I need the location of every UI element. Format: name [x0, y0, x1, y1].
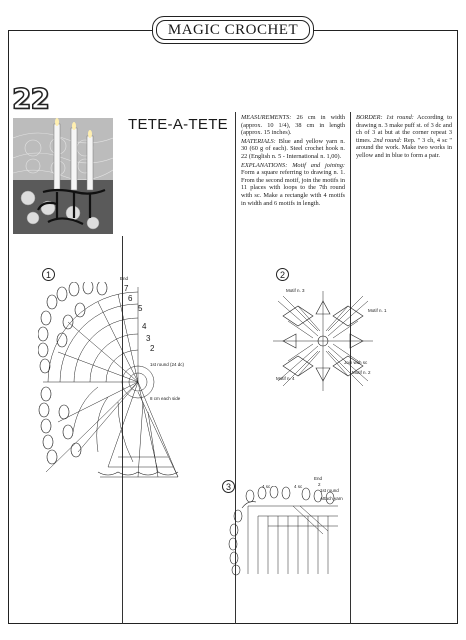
diagram-1-round-1-label: 1st round (24 dc) — [150, 362, 185, 367]
diagram-1-end-label: End — [120, 276, 129, 281]
diagram-1-chart — [38, 282, 188, 482]
diagram-2-motif-1-label: Motif n. 1 — [368, 308, 387, 313]
diagram-2-motif-3-label: Motif n. 3 — [286, 288, 305, 293]
explanations-text: Form a square referring to drawing n. 1. From the second motif, join the motifs in 11 places with loops to the 7th round with sc. Make a rectangle with 4 motifs in width and 6 motifs in length. — [241, 169, 345, 207]
diagram-3-number: 3 — [222, 480, 235, 493]
materials-text: Blue and yellow yarn n. 30 (60 g of each). Steel crochet hook n. 22 (English n. 5 - International n. 1,00). — [241, 137, 345, 160]
header-banner — [152, 16, 314, 44]
diagram-3-round-1-label: 1st round — [320, 488, 339, 493]
round2-label: 2nd round: — [373, 136, 402, 144]
materials-paragraph — [241, 138, 345, 161]
border-label: BORDER: — [356, 114, 383, 121]
diagram-2-motif-2-label: Motif n. 2 — [352, 370, 371, 375]
diagram-1-round-7: 7 — [124, 284, 129, 293]
diagram-1-round-3: 3 — [146, 334, 151, 343]
explanations-paragraph — [241, 162, 345, 208]
diagram-1-round-5: 5 — [138, 304, 143, 313]
diagram-1-side-label: 8 cm each side — [150, 396, 181, 401]
round2-text: Rep. " 3 ch, 4 sc " around the work. Make two works in yellow and in blue to form a pair. — [356, 136, 452, 159]
measurements-text: 26 cm in width (approx. 10 1/4), 38 cm in length (approx. 15 inches). — [241, 114, 345, 137]
project-photo — [13, 118, 113, 234]
measurements-label: MEASUREMENTS: — [241, 114, 292, 121]
diagram-3-round-2: 2 — [318, 482, 321, 487]
diagram-1-round-4: 4 — [142, 322, 147, 331]
header-title: MAGIC CROCHET — [167, 21, 299, 38]
instructions-column-2 — [356, 114, 452, 161]
diagram-3-sc-label-right: 4 sc — [294, 484, 303, 489]
explanations-label: EXPLANATIONS: — [241, 161, 288, 169]
photo-illustration — [13, 118, 113, 234]
page-number: 22 — [12, 82, 49, 115]
border-paragraph — [356, 114, 452, 160]
diagram-3-attach-label: Attach yarn — [320, 496, 343, 501]
measurements-paragraph — [241, 114, 345, 137]
diagram-1-round-6: 6 — [128, 294, 133, 303]
explanations-sublabel: Motif and joining: — [292, 161, 345, 169]
project-title: TETE-A-TETE — [128, 116, 228, 133]
round1-text: According to drawing n. 3 make puff st. of 3 dc and ch of 3 at but at the corner repeat 3 times. — [356, 114, 452, 144]
diagram-3-sc-label-left: 4 sc — [262, 484, 271, 489]
diagram-1-number: 1 — [42, 268, 55, 281]
round1-label: 1st round: — [386, 114, 414, 121]
instructions-column-1 — [241, 114, 345, 208]
diagram-2-motif-4-label: Motif n. 4 — [276, 376, 295, 381]
materials-label: MATERIALS: — [241, 137, 276, 145]
diagram-1-round-2: 2 — [150, 344, 155, 353]
diagram-2-join-label: Join with sc — [344, 360, 368, 365]
diagram-2-number: 2 — [276, 268, 289, 281]
diagram-3-end-label: End — [314, 476, 323, 481]
